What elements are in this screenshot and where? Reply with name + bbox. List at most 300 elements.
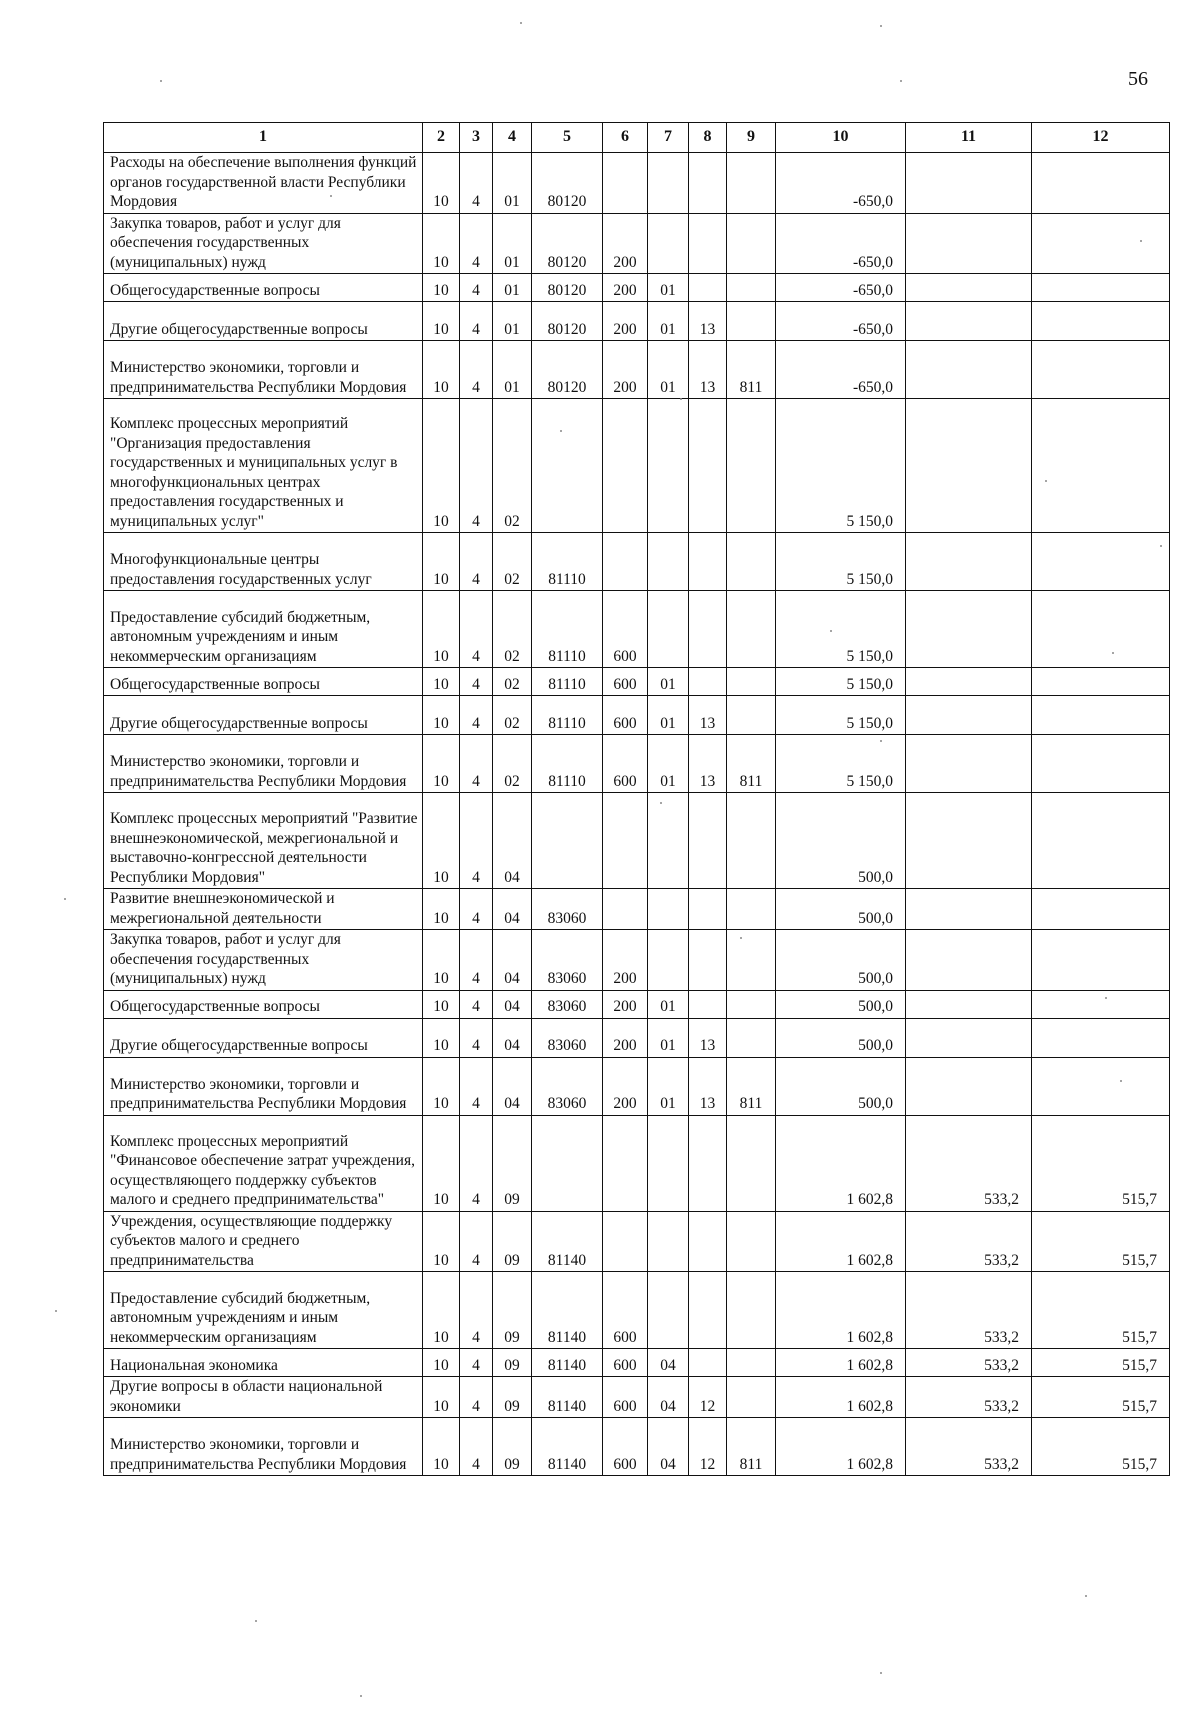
cell-subsection [689, 399, 727, 533]
cell-section: 01 [648, 990, 689, 1018]
cell-amount-2023: 500,0 [776, 1057, 906, 1115]
cell-ministry-code [727, 274, 776, 302]
scan-speck [900, 80, 902, 82]
cell-amount-2025: 515,7 [1032, 1349, 1170, 1377]
scan-speck [830, 630, 832, 632]
column-header-5: 5 [532, 123, 603, 153]
table-row [104, 735, 1170, 793]
cell-section: 01 [648, 274, 689, 302]
cell-target-article: 83060 [532, 1018, 603, 1057]
cell-section: 01 [648, 302, 689, 341]
cell-code-3: 4 [460, 533, 493, 591]
scan-speck [1105, 997, 1107, 999]
cell-subsection [689, 668, 727, 696]
cell-item-name: Комплекс процессных мероприятий "Организация предоставления государственных и муниципальных услуг в многофункциональных центрах предоставления государственных и муниципальных услуг" [104, 399, 423, 533]
cell-subsection [689, 213, 727, 274]
cell-item-name: Предоставление субсидий бюджетным, автономным учреждениям и иным некоммерческим организациям [104, 591, 423, 668]
cell-expense-type: 600 [603, 735, 648, 793]
cell-target-article: 81110 [532, 668, 603, 696]
cell-amount-2025 [1032, 399, 1170, 533]
cell-amount-2024: 533,2 [906, 1377, 1032, 1418]
cell-target-article: 83060 [532, 930, 603, 991]
cell-ministry-code [727, 668, 776, 696]
cell-target-article: 80120 [532, 341, 603, 399]
cell-expense-type: 200 [603, 213, 648, 274]
cell-expense-type [603, 1211, 648, 1272]
cell-code-2: 10 [423, 213, 460, 274]
cell-code-3: 4 [460, 1057, 493, 1115]
cell-code-3: 4 [460, 735, 493, 793]
cell-code-2: 10 [423, 793, 460, 889]
cell-code-2: 10 [423, 889, 460, 930]
cell-subsection [689, 591, 727, 668]
cell-amount-2025 [1032, 274, 1170, 302]
cell-subsection [689, 533, 727, 591]
cell-amount-2023: 1 602,8 [776, 1272, 906, 1349]
cell-code-2: 10 [423, 1211, 460, 1272]
cell-ministry-code [727, 1211, 776, 1272]
cell-code-2: 10 [423, 1018, 460, 1057]
scan-speck [1112, 652, 1114, 654]
scan-speck [1140, 240, 1142, 242]
cell-code-3: 4 [460, 793, 493, 889]
cell-target-article: 83060 [532, 889, 603, 930]
cell-expense-type: 200 [603, 990, 648, 1018]
cell-subsection [689, 889, 727, 930]
scan-speck [740, 937, 742, 939]
cell-code-2: 10 [423, 1349, 460, 1377]
cell-amount-2024 [906, 341, 1032, 399]
cell-item-name: Учреждения, осуществляющие поддержку субъектов малого и среднего предпринимательства [104, 1211, 423, 1272]
cell-amount-2025: 515,7 [1032, 1115, 1170, 1211]
scan-speck [1085, 1595, 1087, 1597]
table-row [104, 990, 1170, 1018]
cell-amount-2025 [1032, 735, 1170, 793]
cell-section [648, 1211, 689, 1272]
cell-code-3: 4 [460, 399, 493, 533]
cell-code-4: 02 [493, 696, 532, 735]
cell-code-4: 02 [493, 533, 532, 591]
cell-section: 01 [648, 668, 689, 696]
cell-amount-2025 [1032, 1057, 1170, 1115]
scan-speck [160, 80, 162, 82]
table-row [104, 1418, 1170, 1476]
column-header-7: 7 [648, 123, 689, 153]
cell-code-2: 10 [423, 930, 460, 991]
cell-amount-2025: 515,7 [1032, 1418, 1170, 1476]
cell-code-4: 01 [493, 341, 532, 399]
scan-speck [880, 1672, 882, 1674]
cell-code-4: 09 [493, 1349, 532, 1377]
scan-speck [560, 430, 562, 432]
table-row [104, 930, 1170, 991]
cell-amount-2023: 1 602,8 [776, 1211, 906, 1272]
cell-amount-2025 [1032, 930, 1170, 991]
cell-code-4: 04 [493, 1057, 532, 1115]
table-row [104, 793, 1170, 889]
cell-target-article [532, 1115, 603, 1211]
cell-item-name: Комплекс процессных мероприятий "Развитие внешнеэкономической, межрегиональной и выставочно-конгрессной деятельности Республики Мордовия" [104, 793, 423, 889]
cell-target-article: 81140 [532, 1349, 603, 1377]
cell-amount-2024 [906, 889, 1032, 930]
cell-amount-2024: 533,2 [906, 1349, 1032, 1377]
cell-amount-2025 [1032, 213, 1170, 274]
cell-amount-2024: 533,2 [906, 1115, 1032, 1211]
cell-section: 04 [648, 1418, 689, 1476]
cell-code-3: 4 [460, 302, 493, 341]
cell-code-2: 10 [423, 1377, 460, 1418]
cell-subsection: 13 [689, 302, 727, 341]
cell-amount-2023: -650,0 [776, 274, 906, 302]
cell-code-3: 4 [460, 213, 493, 274]
cell-code-3: 4 [460, 1018, 493, 1057]
cell-expense-type [603, 889, 648, 930]
table-row [104, 153, 1170, 214]
cell-amount-2024 [906, 735, 1032, 793]
cell-code-3: 4 [460, 668, 493, 696]
cell-code-2: 10 [423, 399, 460, 533]
cell-ministry-code [727, 153, 776, 214]
cell-amount-2025 [1032, 696, 1170, 735]
cell-target-article: 83060 [532, 990, 603, 1018]
cell-code-2: 10 [423, 153, 460, 214]
cell-amount-2024 [906, 591, 1032, 668]
cell-target-article: 81140 [532, 1418, 603, 1476]
scan-speck [520, 22, 522, 24]
cell-ministry-code [727, 696, 776, 735]
cell-expense-type: 600 [603, 1349, 648, 1377]
scan-speck [55, 1310, 57, 1312]
column-header-1: 1 [104, 123, 423, 153]
cell-amount-2023: 1 602,8 [776, 1349, 906, 1377]
cell-section [648, 153, 689, 214]
cell-amount-2023: 500,0 [776, 889, 906, 930]
cell-ministry-code: 811 [727, 341, 776, 399]
cell-amount-2024 [906, 1057, 1032, 1115]
table-row [104, 399, 1170, 533]
cell-amount-2024: 533,2 [906, 1272, 1032, 1349]
cell-code-3: 4 [460, 153, 493, 214]
cell-code-2: 10 [423, 1418, 460, 1476]
cell-amount-2023: -650,0 [776, 302, 906, 341]
scan-speck [255, 1620, 257, 1622]
cell-target-article: 80120 [532, 153, 603, 214]
cell-amount-2023: -650,0 [776, 213, 906, 274]
cell-subsection [689, 274, 727, 302]
cell-amount-2023: 5 150,0 [776, 668, 906, 696]
cell-ministry-code [727, 533, 776, 591]
cell-section: 01 [648, 1057, 689, 1115]
cell-amount-2024: 533,2 [906, 1418, 1032, 1476]
table-row [104, 302, 1170, 341]
table-row [104, 213, 1170, 274]
cell-code-4: 09 [493, 1211, 532, 1272]
cell-code-4: 04 [493, 930, 532, 991]
cell-item-name: Национальная экономика [104, 1349, 423, 1377]
cell-subsection: 13 [689, 1057, 727, 1115]
table-row [104, 889, 1170, 930]
cell-subsection: 13 [689, 1018, 727, 1057]
cell-ministry-code [727, 213, 776, 274]
cell-target-article: 81110 [532, 696, 603, 735]
cell-item-name: Другие общегосударственные вопросы [104, 1018, 423, 1057]
cell-section [648, 399, 689, 533]
cell-subsection: 12 [689, 1418, 727, 1476]
cell-code-4: 04 [493, 793, 532, 889]
table-row [104, 1057, 1170, 1115]
scan-speck [64, 898, 66, 900]
cell-code-2: 10 [423, 1115, 460, 1211]
cell-code-4: 09 [493, 1377, 532, 1418]
table-row [104, 696, 1170, 735]
cell-code-4: 01 [493, 302, 532, 341]
cell-code-3: 4 [460, 696, 493, 735]
cell-item-name: Общегосударственные вопросы [104, 274, 423, 302]
cell-expense-type: 600 [603, 1377, 648, 1418]
scan-speck [880, 25, 882, 27]
scan-speck [1120, 1080, 1122, 1082]
table-row [104, 274, 1170, 302]
cell-code-3: 4 [460, 1349, 493, 1377]
cell-expense-type: 600 [603, 1272, 648, 1349]
cell-code-3: 4 [460, 1377, 493, 1418]
table-row [104, 1115, 1170, 1211]
cell-ministry-code: 811 [727, 1418, 776, 1476]
table-row [104, 1211, 1170, 1272]
cell-amount-2024 [906, 213, 1032, 274]
table-row [104, 1018, 1170, 1057]
cell-ministry-code [727, 1115, 776, 1211]
cell-amount-2023: 500,0 [776, 990, 906, 1018]
column-header-10: 10 [776, 123, 906, 153]
cell-amount-2024 [906, 696, 1032, 735]
cell-target-article [532, 399, 603, 533]
cell-section [648, 1272, 689, 1349]
cell-target-article: 81140 [532, 1272, 603, 1349]
cell-amount-2023: 1 602,8 [776, 1377, 906, 1418]
cell-amount-2024 [906, 668, 1032, 696]
cell-target-article: 81110 [532, 735, 603, 793]
cell-code-4: 04 [493, 990, 532, 1018]
cell-expense-type: 600 [603, 668, 648, 696]
cell-code-3: 4 [460, 990, 493, 1018]
cell-code-3: 4 [460, 274, 493, 302]
cell-ministry-code [727, 1018, 776, 1057]
cell-ministry-code [727, 990, 776, 1018]
cell-expense-type: 200 [603, 341, 648, 399]
cell-amount-2023: 1 602,8 [776, 1115, 906, 1211]
cell-item-name: Министерство экономики, торговли и предпринимательства Республики Мордовия [104, 1057, 423, 1115]
cell-amount-2024 [906, 930, 1032, 991]
column-header-11: 11 [906, 123, 1032, 153]
cell-expense-type: 200 [603, 274, 648, 302]
cell-ministry-code [727, 1272, 776, 1349]
cell-code-4: 02 [493, 591, 532, 668]
cell-amount-2023: -650,0 [776, 341, 906, 399]
cell-subsection [689, 153, 727, 214]
cell-amount-2024 [906, 153, 1032, 214]
cell-item-name: Предоставление субсидий бюджетным, автономным учреждениям и иным некоммерческим организациям [104, 1272, 423, 1349]
cell-code-2: 10 [423, 1272, 460, 1349]
table-row [104, 591, 1170, 668]
cell-target-article [532, 793, 603, 889]
cell-subsection [689, 930, 727, 991]
cell-ministry-code [727, 1377, 776, 1418]
cell-expense-type: 200 [603, 1018, 648, 1057]
cell-amount-2025: 515,7 [1032, 1377, 1170, 1418]
cell-code-3: 4 [460, 930, 493, 991]
cell-code-3: 4 [460, 591, 493, 668]
cell-section: 01 [648, 735, 689, 793]
cell-code-4: 01 [493, 274, 532, 302]
cell-expense-type [603, 793, 648, 889]
cell-item-name: Другие общегосударственные вопросы [104, 302, 423, 341]
cell-expense-type: 600 [603, 1418, 648, 1476]
cell-item-name: Развитие внешнеэкономической и межрегиональной деятельности [104, 889, 423, 930]
cell-section: 01 [648, 696, 689, 735]
cell-amount-2024 [906, 274, 1032, 302]
cell-ministry-code [727, 302, 776, 341]
cell-code-3: 4 [460, 1211, 493, 1272]
cell-item-name: Другие общегосударственные вопросы [104, 696, 423, 735]
cell-code-4: 02 [493, 399, 532, 533]
table-row [104, 533, 1170, 591]
cell-amount-2025: 515,7 [1032, 1272, 1170, 1349]
cell-amount-2024 [906, 399, 1032, 533]
cell-expense-type [603, 533, 648, 591]
cell-amount-2025 [1032, 591, 1170, 668]
cell-expense-type: 600 [603, 591, 648, 668]
cell-subsection [689, 793, 727, 889]
cell-amount-2025 [1032, 153, 1170, 214]
cell-code-4: 04 [493, 1018, 532, 1057]
cell-code-3: 4 [460, 1272, 493, 1349]
cell-ministry-code [727, 1349, 776, 1377]
cell-ministry-code: 811 [727, 1057, 776, 1115]
page-number: 56 [1128, 68, 1148, 90]
cell-expense-type: 200 [603, 1057, 648, 1115]
cell-code-2: 10 [423, 696, 460, 735]
cell-item-name: Общегосударственные вопросы [104, 990, 423, 1018]
cell-subsection: 13 [689, 696, 727, 735]
cell-code-4: 02 [493, 668, 532, 696]
cell-code-2: 10 [423, 591, 460, 668]
cell-amount-2023: 5 150,0 [776, 591, 906, 668]
cell-code-3: 4 [460, 341, 493, 399]
table-body [104, 153, 1170, 1476]
cell-subsection [689, 1211, 727, 1272]
cell-section [648, 793, 689, 889]
cell-subsection [689, 1272, 727, 1349]
cell-ministry-code [727, 793, 776, 889]
cell-item-name: Министерство экономики, торговли и предпринимательства Республики Мордовия [104, 735, 423, 793]
cell-section [648, 930, 689, 991]
cell-amount-2023: 5 150,0 [776, 735, 906, 793]
scan-speck [1160, 545, 1162, 547]
column-header-3: 3 [460, 123, 493, 153]
cell-code-2: 10 [423, 668, 460, 696]
cell-amount-2023: 500,0 [776, 930, 906, 991]
cell-expense-type: 200 [603, 930, 648, 991]
cell-subsection [689, 990, 727, 1018]
column-header-4: 4 [493, 123, 532, 153]
cell-code-2: 10 [423, 274, 460, 302]
cell-code-2: 10 [423, 735, 460, 793]
cell-amount-2024 [906, 990, 1032, 1018]
cell-expense-type [603, 153, 648, 214]
cell-code-4: 09 [493, 1418, 532, 1476]
cell-subsection [689, 1115, 727, 1211]
scan-speck [680, 398, 682, 400]
cell-item-name: Министерство экономики, торговли и предпринимательства Республики Мордовия [104, 341, 423, 399]
cell-amount-2025 [1032, 1018, 1170, 1057]
cell-target-article: 80120 [532, 213, 603, 274]
cell-expense-type: 200 [603, 302, 648, 341]
cell-item-name: Многофункциональные центры предоставления государственных услуг [104, 533, 423, 591]
scan-speck [1045, 480, 1047, 482]
cell-amount-2023: 500,0 [776, 1018, 906, 1057]
table-row [104, 1349, 1170, 1377]
cell-item-name: Другие вопросы в области национальной экономики [104, 1377, 423, 1418]
cell-code-3: 4 [460, 889, 493, 930]
cell-code-2: 10 [423, 1057, 460, 1115]
table-row [104, 1377, 1170, 1418]
cell-expense-type: 600 [603, 696, 648, 735]
cell-code-4: 04 [493, 889, 532, 930]
cell-section: 04 [648, 1377, 689, 1418]
cell-section: 04 [648, 1349, 689, 1377]
cell-target-article: 80120 [532, 274, 603, 302]
cell-amount-2023: -650,0 [776, 153, 906, 214]
table-row [104, 1272, 1170, 1349]
cell-section [648, 533, 689, 591]
cell-ministry-code [727, 399, 776, 533]
cell-code-2: 10 [423, 302, 460, 341]
cell-section [648, 1115, 689, 1211]
cell-code-4: 01 [493, 213, 532, 274]
cell-amount-2025 [1032, 793, 1170, 889]
cell-amount-2023: 5 150,0 [776, 399, 906, 533]
cell-code-4: 09 [493, 1272, 532, 1349]
cell-expense-type [603, 399, 648, 533]
cell-ministry-code [727, 930, 776, 991]
cell-target-article: 81110 [532, 591, 603, 668]
cell-subsection: 13 [689, 341, 727, 399]
cell-amount-2025 [1032, 889, 1170, 930]
cell-subsection: 12 [689, 1377, 727, 1418]
column-header-12: 12 [1032, 123, 1170, 153]
cell-target-article: 83060 [532, 1057, 603, 1115]
cell-ministry-code [727, 889, 776, 930]
cell-amount-2024 [906, 793, 1032, 889]
cell-code-4: 09 [493, 1115, 532, 1211]
cell-section: 01 [648, 341, 689, 399]
cell-section [648, 889, 689, 930]
cell-target-article: 81140 [532, 1377, 603, 1418]
cell-target-article: 80120 [532, 302, 603, 341]
cell-item-name: Закупка товаров, работ и услуг для обеспечения государственных (муниципальных) нужд [104, 930, 423, 991]
cell-code-2: 10 [423, 990, 460, 1018]
cell-amount-2023: 5 150,0 [776, 696, 906, 735]
header-row [104, 123, 1170, 153]
cell-section [648, 591, 689, 668]
cell-subsection: 13 [689, 735, 727, 793]
cell-amount-2024: 533,2 [906, 1211, 1032, 1272]
cell-target-article: 81110 [532, 533, 603, 591]
cell-amount-2025: 515,7 [1032, 1211, 1170, 1272]
cell-section [648, 213, 689, 274]
cell-expense-type [603, 1115, 648, 1211]
